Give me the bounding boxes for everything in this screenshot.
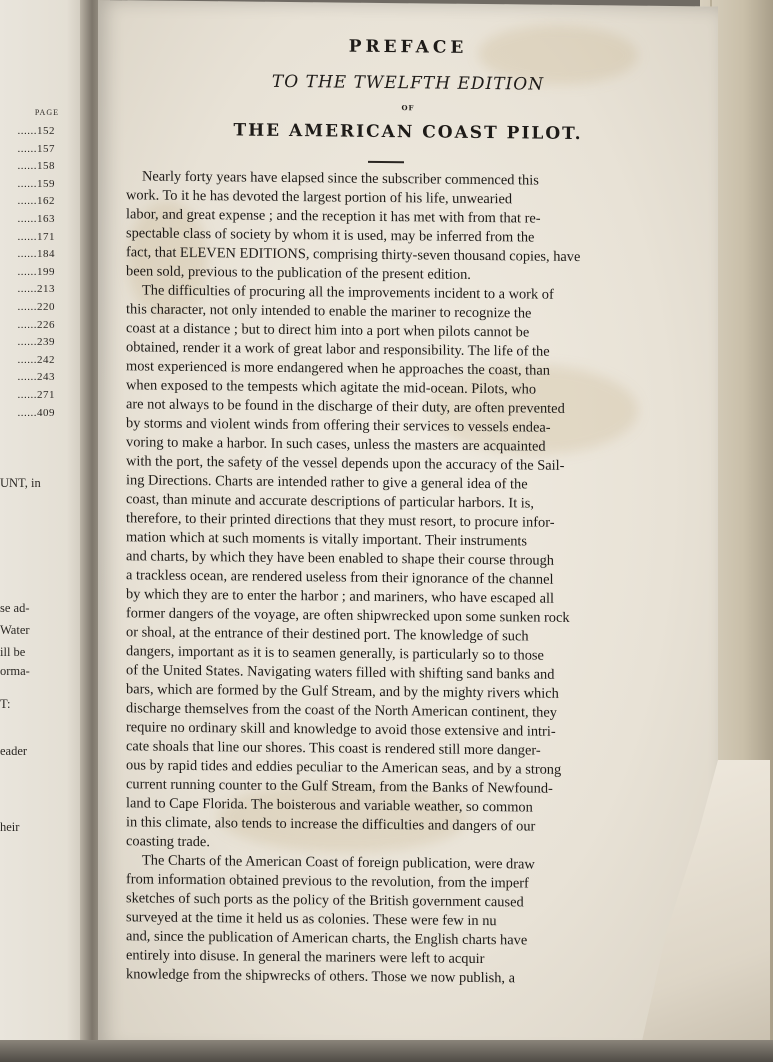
- preface-line: former dangers of the voyage, are often shipwrecked upon some sunken rock: [126, 605, 570, 626]
- page-number-entry: ......242: [17, 353, 55, 366]
- preface-line: of the United States. Navigating waters filled with shifting sand banks and: [126, 662, 555, 683]
- page-number-entry: ......162: [17, 195, 55, 208]
- preface-line: or shoal, at the entrance of their destined port. The knowledge of such: [126, 624, 529, 645]
- preface-line: been sold, previous to the publication of the present edition.: [126, 263, 471, 283]
- preface-line: coast at a distance ; but to direct him into a port when pilots cannot be: [126, 320, 530, 341]
- preface-subheading: TO THE TWELFTH EDITION: [271, 71, 545, 95]
- page-number-entry: ......226: [17, 318, 55, 331]
- preface-line: coasting trade.: [126, 833, 210, 851]
- preface-line: coast, than minute and accurate descriptions of particular harbors. It is,: [126, 491, 534, 512]
- page-number-entry: ......158: [17, 160, 55, 173]
- title-rule: [368, 161, 404, 163]
- page-number-entry: ......243: [17, 371, 55, 384]
- preface-line: mation which at such moments is vitally important. Their instruments: [126, 529, 528, 550]
- text-fragment: orma-: [0, 664, 30, 678]
- preface-line: knowledge from the shipwrecks of others. Those we now publish, a: [126, 966, 516, 987]
- preface-heading: PREFACE: [348, 36, 468, 58]
- preface-line: labor, and great expense ; and the reception it has met with from that re-: [126, 206, 541, 227]
- preface-line: discharge themselves from the coast of the North American continent, they: [126, 700, 557, 721]
- preface-line: therefore, to their printed directions that they must resort, to procure infor-: [126, 510, 555, 531]
- preface-line: by which they are to enter the harbor ; and mariners, who have escaped all: [126, 586, 554, 607]
- preface-line: spectable class of society by whom it is used, may be inferred from the: [126, 225, 535, 246]
- page-number-entry: ......409: [17, 406, 55, 419]
- preface-line: sketches of such ports as the policy of the British government caused: [126, 890, 524, 911]
- page-number-entry: ......213: [17, 283, 55, 296]
- page-column-header: PAGE: [34, 108, 59, 117]
- preface-line: current running counter to the Gulf Stream, from the Banks of Newfound-: [126, 776, 553, 797]
- page-number-entry: ......220: [17, 301, 55, 313]
- preface-line: obtained, render it a work of great labor and responsibility. The life of the: [126, 339, 550, 360]
- preface-line: bars, which are formed by the Gulf Stream, and by the mighty rivers which: [126, 681, 559, 702]
- preface-line: The difficulties of procuring all the improvements incident to a work of: [142, 282, 554, 303]
- page-number-entry: ......163: [17, 213, 55, 225]
- preface-line: most experienced is more endangered when he approaches the coast, than: [126, 358, 550, 379]
- page-number-entry: ......199: [17, 265, 55, 278]
- book-bottom-edge: [0, 1040, 773, 1062]
- preface-line: with the port, the safety of the vessel depends upon the accuracy of the Sail-: [126, 453, 565, 474]
- preface-line: The Charts of the American Coast of foreign publication, were draw: [142, 852, 535, 873]
- preface-line: and, since the publication of American charts, the English charts have: [126, 928, 528, 949]
- preface-line: are not always to be found in the discharge of their duty, are often prevented: [126, 396, 565, 417]
- text-fragment: ill be: [0, 645, 26, 659]
- text-fragment: se ad-: [0, 601, 30, 615]
- right-page: [98, 0, 718, 1056]
- preface-line: voring to make a harbor. In such cases, unless the masters are acquainted: [126, 434, 546, 455]
- preface-line: land to Cape Florida. The boisterous and variable weather, so common: [126, 795, 533, 816]
- page-number-entry: ......271: [17, 389, 55, 401]
- page-number-entry: ......239: [17, 336, 55, 349]
- page-number-entry: ......152: [17, 125, 55, 137]
- book-title: THE AMERICAN COAST PILOT.: [233, 120, 583, 145]
- preface-line: require no ordinary skill and knowledge to avoid those extensive and intri-: [126, 719, 556, 740]
- text-fragment: UNT, in: [0, 476, 41, 490]
- text-fragment: Water: [0, 623, 30, 637]
- preface-line: work. To it he has devoted the largest portion of his life, unwearied: [126, 187, 513, 208]
- preface-line: dangers, important as it is to seamen generally, is particularly so to those: [126, 643, 544, 664]
- preface-line: surveyed at the time it held us as colonies. These were few in nu: [126, 909, 497, 930]
- page-number-entry: ......157: [17, 142, 55, 155]
- preface-line: by storms and violent winds from offering their services to vessels endea-: [126, 415, 551, 436]
- preface-line: entirely into disuse. In general the mariners were left to acquir: [126, 947, 485, 968]
- page-number-entry: ......184: [17, 248, 55, 261]
- preface-line: cate shoals that line our shores. This coast is rendered still more danger-: [126, 738, 541, 759]
- text-fragment: heir: [0, 820, 20, 834]
- preface-line: a trackless ocean, are rendered useless from their ignorance of the channel: [126, 567, 554, 588]
- preface-line: ous by rapid tides and eddies peculiar to the American seas, and by a strong: [126, 757, 562, 778]
- page-number-entry: ......159: [17, 177, 55, 190]
- text-fragment: eader: [0, 744, 28, 758]
- preface-line: ing Directions. Charts are intended rather to give a general idea of the: [126, 472, 528, 493]
- preface-line: fact, that ELEVEN EDITIONS, comprising thirty-seven thousand copies, have: [126, 244, 581, 266]
- preface-line: when exposed to the tempests which agitate the mid-ocean. Pilots, who: [126, 377, 537, 398]
- preface-line: from information obtained previous to the revolution, from the imperf: [126, 871, 529, 892]
- preface-line: in this climate, also tends to increase the difficulties and dangers of our: [126, 814, 536, 835]
- page-number-entry: ......171: [17, 230, 55, 243]
- text-fragment: T:: [0, 697, 11, 711]
- preface-line: Nearly forty years have elapsed since the subscriber commenced this: [142, 168, 539, 189]
- preface-line: this character, not only intended to enable the mariner to recognize the: [126, 301, 532, 322]
- preface-line: and charts, by which they have been enabled to shape their course through: [126, 548, 554, 569]
- of-label: OF: [401, 103, 415, 113]
